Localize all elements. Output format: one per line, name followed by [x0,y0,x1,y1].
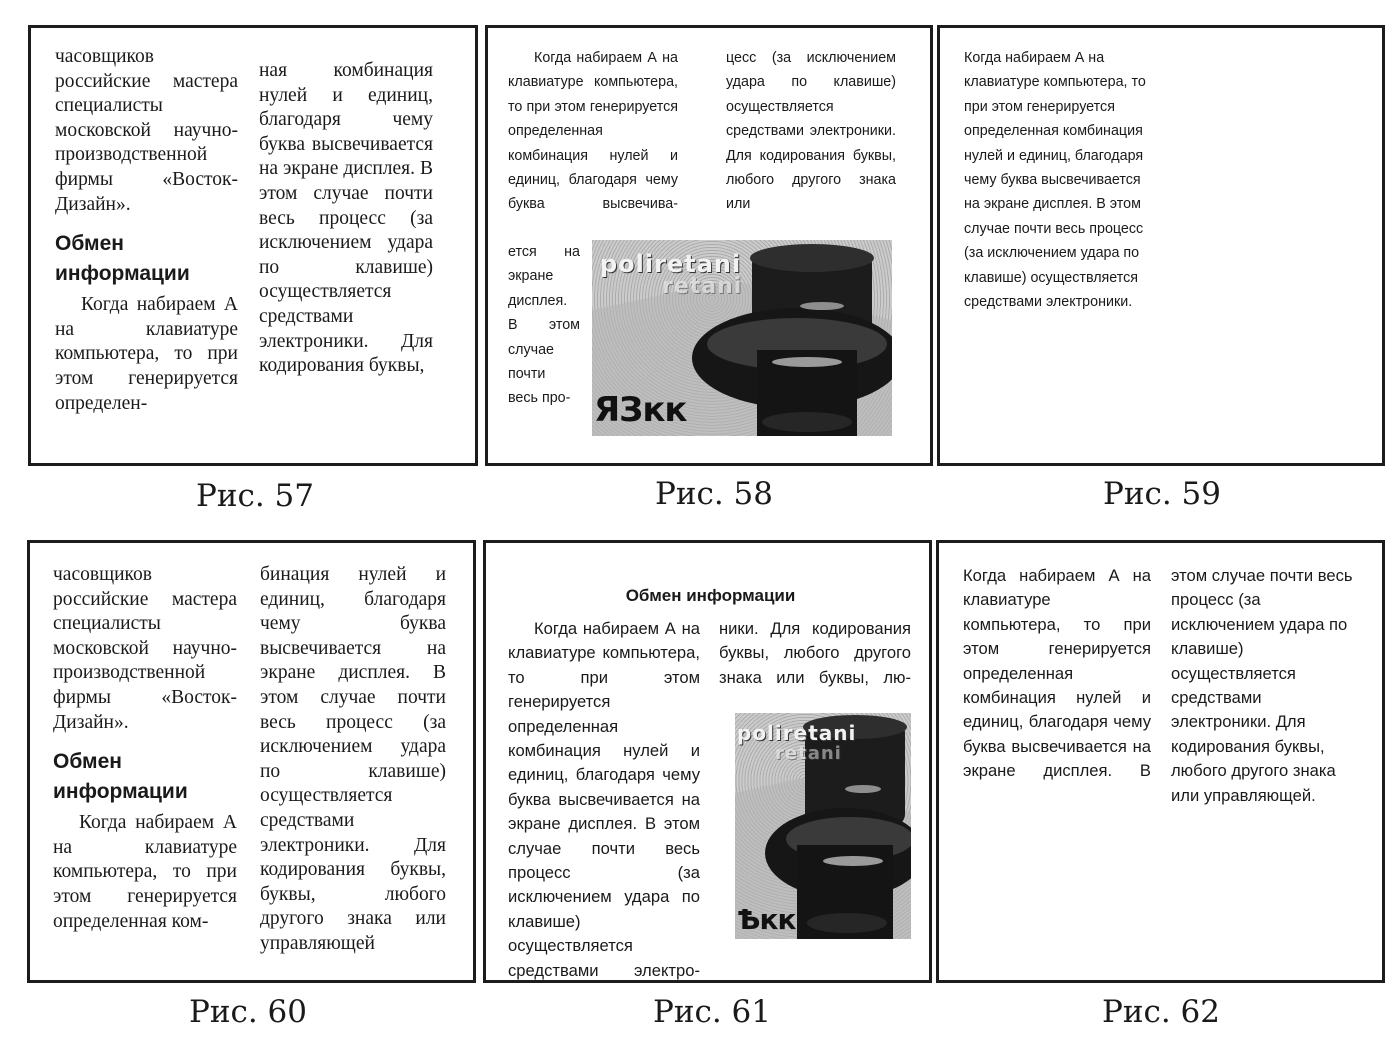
fig60-body-text: Когда набираем А на клавиатуре компьютера, то при этом генерируется определенная ком- [53,812,237,932]
fig58-product-photo [592,240,892,436]
fig62-left-column [963,564,1151,784]
fig61-heading: Обмен информации [625,586,796,605]
fig59-body-text: Когда набираем А на клавиатуре компьютера, то при этом генерируется определенная комбинация нулей и единиц, благодаря чему буква высвечивается на экране дисплея. В этом случае почти весь процесс (за исключением удара по клавише) осуществляется средствами электроники. [964,50,1146,311]
figure-58-caption: Рис. 58 [654,476,774,512]
fig59-column [964,46,1160,314]
fig58-line: В этом [508,317,580,334]
fig58-line: экране [508,268,554,285]
figure-59-caption: Рис. 59 [1102,476,1222,512]
fig62-right-column [1171,564,1357,808]
fig58-photo-mark: ЯЗкк [594,390,687,430]
fig58-beside-image-column [508,240,580,411]
fig57-right-text: ная комбинация нулей и единиц, благодаря чему буква высвечивается на экране дисплея. В этом случае почти весь процесс (за исключением удара по клавише) осуществляется средствами электроники. Для кодирования буквы, [259,60,433,377]
fig58-photo-label-echo: retani [662,274,743,299]
fig58-line: весь про- [508,390,571,407]
fig61-right-column [719,617,911,690]
fig57-heading: Обмен информации [55,232,190,286]
figure-62-caption: Рис. 62 [1101,994,1221,1030]
figure-61-caption: Рис. 61 [652,994,772,1030]
figure-57-caption: Рис. 57 [195,478,315,514]
fig57-right-column [259,59,433,379]
fig62-right-text: этом случае почти весь процесс (за исключением удара по клавише) осуществляется средствами электроники. Для кодирования буквы, любого другого знака или управляющей. [1171,566,1353,805]
figure-60-panel [27,540,476,983]
fig57-left-column [55,45,238,416]
fig60-intro-text: часовщиков российские мастера специалисты московской научно-производственной фирмы «Восток-Дизайн». [53,564,237,733]
figure-61-panel [483,540,932,983]
figure-60-caption: Рис. 60 [188,994,308,1030]
figure-59-panel [937,25,1385,466]
fig60-left-column [53,563,237,934]
fig58-line: ется на [508,244,580,260]
fig61-right-text: ники. Для кодирования буквы, любого другого знака или буквы, лю- [719,619,911,687]
fig58-photo-label: poliretani [600,250,742,278]
fig58-top-left-text: Когда набираем А на клавиатуре компьютера, то при этом генерируется определенная комбинация нулей и единиц, благодаря чему буква высвечива- [508,50,678,213]
fig61-photo-label-echo: retani [775,743,842,764]
fig61-left-text: Когда набираем А на клавиатуре компьютера, то при этом генерируется определенная комбинация нулей и единиц, благодаря чему буква высвечивается на экране дисплея. В этом случае почти весь процесс (за исключением удара по клавише) осуществляется средствами электро- [508,619,700,980]
figure-62-panel [936,540,1385,983]
figure-57-panel [28,25,478,466]
fig57-intro-text: часовщиков российские мастера специалисты московской научно-производственной фирмы «Восток-Дизайн». [55,46,238,215]
fig57-body-text: Когда набираем А на клавиатуре компьютера, то при этом генерируется определен- [55,294,238,414]
fig61-photo-label: poliretani [737,721,857,745]
figure-58-panel [485,25,933,466]
fig58-line: почти [508,366,546,383]
fig58-line: случае [508,341,554,358]
fig60-right-text: бинация нулей и единиц, благодаря чему буква высвечивается на экране дисплея. В этом случае почти весь процесс (за исключением удара по клавише) осуществляется средствами электроники. Для кодирования буквы, буквы, любого другого знака или управляющей [260,564,446,954]
fig61-photo-mark: Ѣкк [737,903,796,936]
fig60-right-column [260,563,446,957]
fig58-top-right-text: цесс (за исключением удара по клавише) осуществляется средствами электроники. Для кодирования буквы, любого другого знака или [726,50,896,213]
fig62-left-text: Когда набираем А на клавиатуре компьютера, то при этом генерируется определенная комбинация нулей и единиц, благодаря чему буква высвечивается на экране дисплея. В [963,566,1151,781]
fig61-left-column [508,617,700,983]
fig60-heading: Обмен информации [53,750,188,804]
fig58-line: дисплея. [508,292,568,309]
fig58-top-left-column [508,46,678,217]
fig58-top-right-column [726,46,896,217]
fig61-product-photo [735,713,911,939]
